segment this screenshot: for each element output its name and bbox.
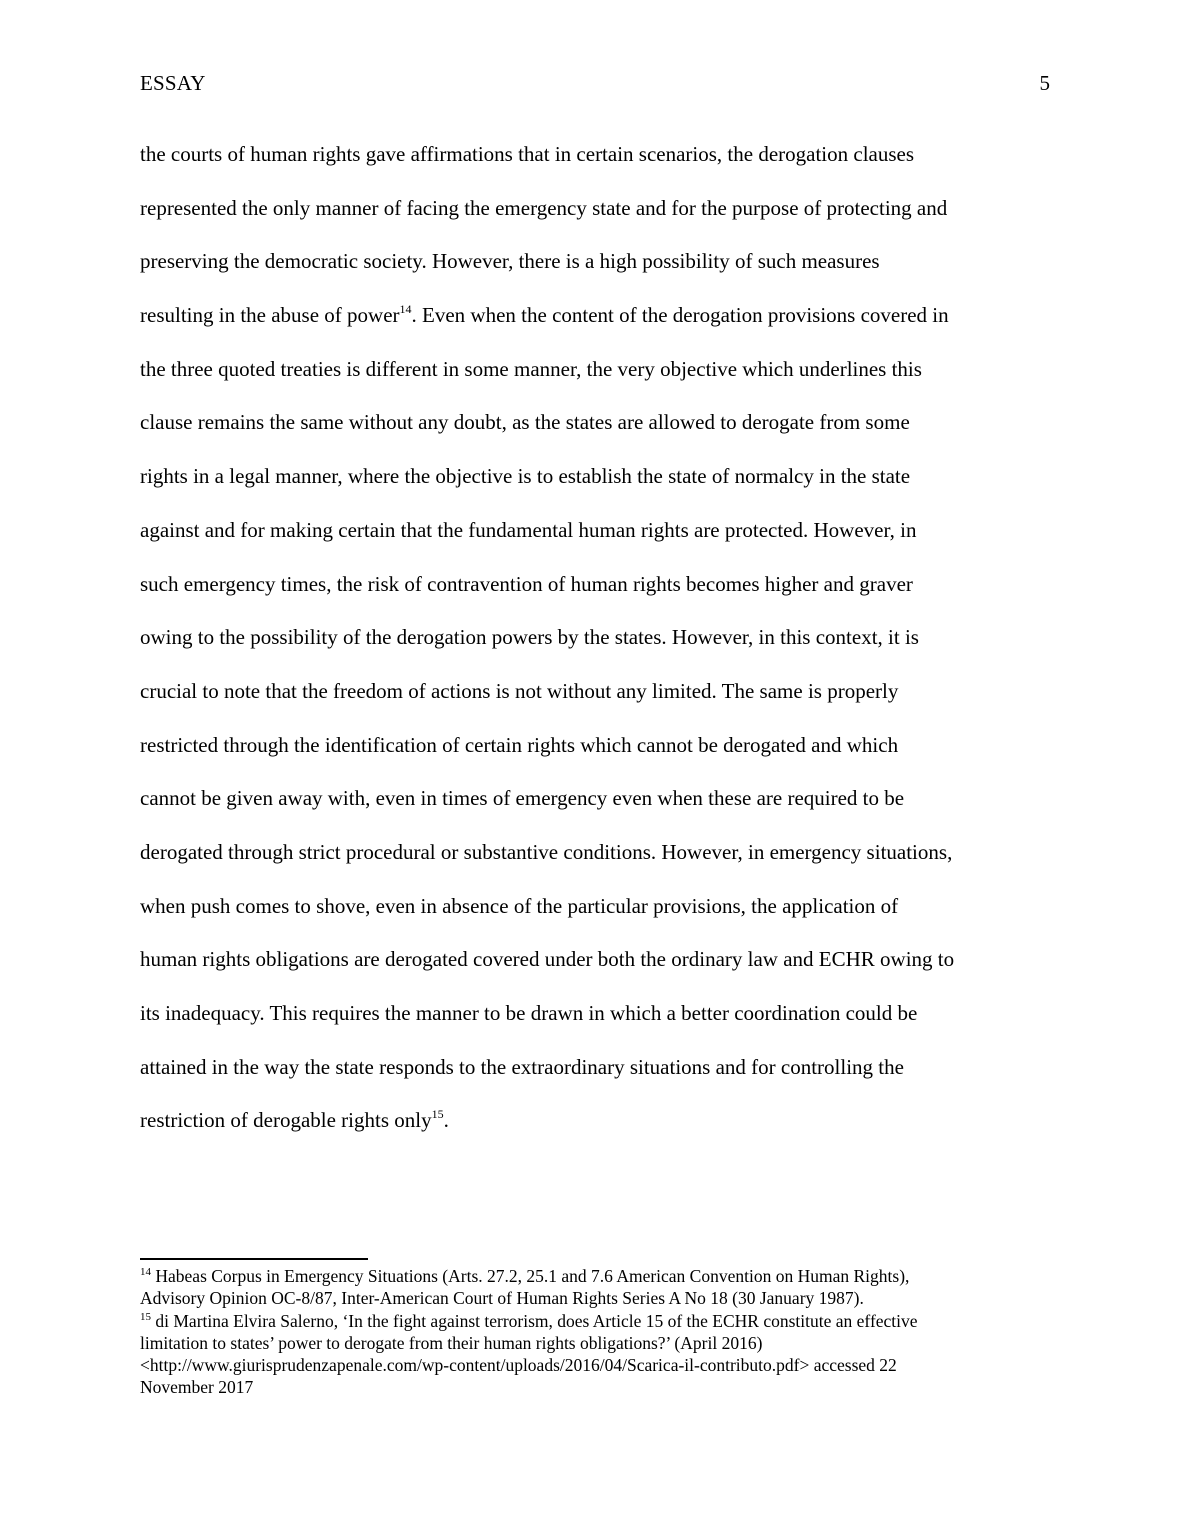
body-line: restricted through the identification of certain rights which cannot be derogated and which [140, 732, 899, 757]
body-line: rights in a legal manner, where the objective is to establish the state of normalcy in the state [140, 464, 911, 489]
body-line: cannot be given away with, even in times of emergency even when these are required to be [140, 786, 905, 811]
body-line [140, 1106, 1080, 1160]
body-line: attained in the way the state responds to the extraordinary situations and for controlling the [140, 1054, 904, 1079]
body-line: the three quoted treaties is different in some manner, the very objective which underlines this [140, 356, 922, 381]
footnote-15-url-line: <http://www.giurisprudenzapenale.com/wp-content/uploads/2016/04/Scarica-il-contributo.pdf> accessed 22 [140, 1355, 897, 1376]
footnote-14-line: Advisory Opinion OC-8/87, Inter-American Court of Human Rights Series A No 18 (30 January 1987). [140, 1288, 864, 1309]
body-text-segment: restriction of derogable rights only [140, 1108, 432, 1133]
footnote-reference-14[interactable]: 14 [399, 302, 412, 317]
body-line: the courts of human rights gave affirmations that in certain scenarios, the derogation clauses [140, 142, 915, 166]
body-line: clause remains the same without any doubt, as the states are allowed to derogate from some [140, 410, 910, 435]
body-line: human rights obligations are derogated covered under both the ordinary law and ECHR owing to [140, 947, 955, 972]
footnote-15-line: November 2017 [140, 1377, 254, 1398]
running-header-title: ESSAY [140, 71, 206, 95]
page-number: 5 [1039, 71, 1050, 95]
footnote-number-15: 15 [140, 1310, 151, 1323]
body-text-segment: resulting in the abuse of power [140, 303, 400, 328]
footnote-reference-15[interactable]: 15 [431, 1107, 444, 1122]
footnote-text: di Martina Elvira Salerno, ‘In the fight against terrorism, does Article 15 of the ECHR constitute an effective [151, 1310, 918, 1331]
footnotes-section [140, 1265, 1060, 1399]
body-line: such emergency times, the risk of contravention of human rights becomes higher and graver [140, 571, 913, 596]
body-line: when push comes to shove, even in absence of the particular provisions, the application of [140, 893, 899, 918]
body-line: crucial to note that the freedom of actions is not without any limited. The same is properly [140, 678, 899, 703]
footnote-15-line [140, 1310, 1060, 1332]
body-line: its inadequacy. This requires the manner to be drawn in which a better coordination could be [140, 1001, 918, 1025]
body-line [140, 301, 1080, 355]
body-text-segment: . Even when the content of the derogation provisions covered in [411, 303, 949, 328]
footnote-text: Habeas Corpus in Emergency Situations (Arts. 27.2, 25.1 and 7.6 American Convention on Human Rights), [151, 1266, 910, 1286]
body-line: owing to the possibility of the derogation powers by the states. However, in this context, it is [140, 625, 919, 650]
body-text-segment: . [443, 1108, 449, 1133]
body-line: represented the only manner of facing the emergency state and for the purpose of protecting and [140, 195, 948, 220]
body-line: against and for making certain that the fundamental human rights are protected. However, in [140, 517, 917, 542]
body-line: derogated through strict procedural or substantive conditions. However, in emergency situations, [140, 839, 953, 864]
footnote-14-line [140, 1265, 1060, 1287]
footnote-number-14: 14 [140, 1266, 151, 1278]
footnote-separator [140, 1258, 368, 1260]
body-paragraph [140, 140, 1080, 1160]
body-line: preserving the democratic society. However, there is a high possibility of such measures [140, 249, 880, 274]
footnote-15-line: limitation to states’ power to derogate from their human rights obligations?’ (April 2016) [140, 1332, 763, 1353]
